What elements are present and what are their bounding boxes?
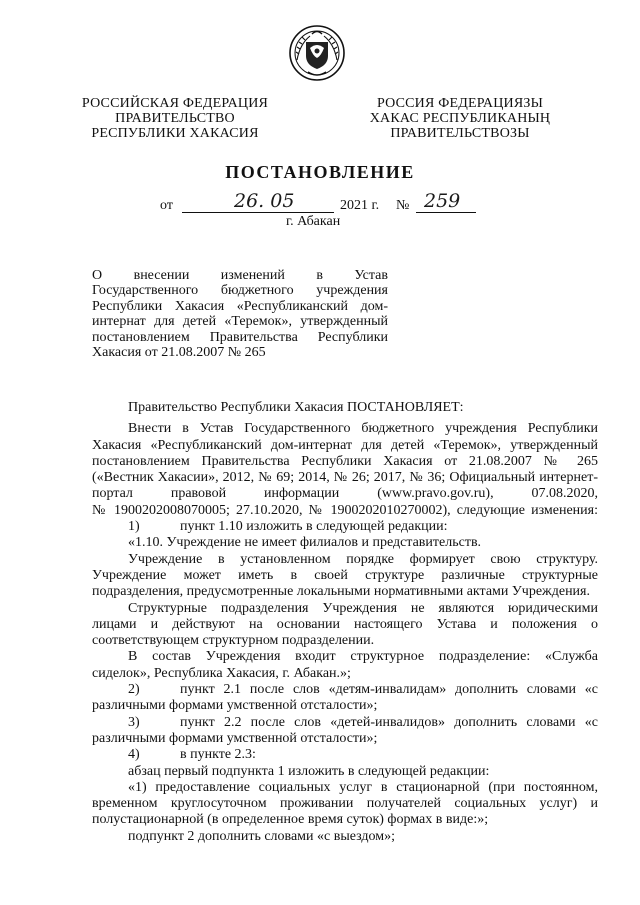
header-russian bbox=[78, 96, 272, 141]
paragraph-line: № 1900202008070005; 27.10.2020, № 1900202010270002), следующие изменения: bbox=[92, 502, 598, 518]
list-number: 1) bbox=[128, 519, 140, 535]
header-right-line: ХАКАС РЕСПУБЛИКАНЫҢ bbox=[369, 111, 551, 126]
list-item-3 bbox=[92, 715, 598, 731]
paragraph-line: Хакасия «Республиканский дом-интернат для детей «Теремок», утвержденный bbox=[92, 437, 598, 453]
document-body bbox=[92, 400, 598, 845]
coat-of-arms-emblem bbox=[288, 24, 346, 82]
paragraph-line: соответствующем структурном подразделении. bbox=[92, 633, 375, 649]
list-text: пункт 2.2 после слов «детей-инвалидов» дополнить словами «с bbox=[180, 714, 598, 730]
number-label: № bbox=[396, 198, 410, 213]
subject-line: Республики Хакасия «Республиканский дом- bbox=[92, 298, 388, 314]
subject-line: постановлением Правительства Республики bbox=[92, 329, 388, 345]
list-item-1 bbox=[92, 519, 598, 535]
list-text-continued: различными формами умственной отсталости»; bbox=[92, 730, 378, 746]
header-khakas bbox=[366, 96, 554, 141]
resolves-line: Правительство Республики Хакасия ПОСТАНОВЛЯЕТ: bbox=[128, 400, 464, 415]
header-left-line: РЕСПУБЛИКИ ХАКАСИЯ bbox=[91, 126, 259, 141]
subject-line: О внесении изменений в Устав bbox=[92, 268, 388, 283]
paragraph-line: Учреждение может иметь в своей структуре различные структурные bbox=[92, 567, 598, 583]
paragraph-line: В состав Учреждения входит структурное подразделение: «Служба bbox=[128, 649, 598, 665]
number-underline bbox=[416, 212, 476, 213]
paragraph-line: сиделок», Республика Хакасия, г. Абакан.»; bbox=[92, 665, 351, 681]
list-text: пункт 2.1 после слов «детям-инвалидам» дополнить словами «с bbox=[180, 682, 598, 698]
subject-line: Хакасия от 21.08.2007 № 265 bbox=[92, 345, 266, 361]
header-left-line: РОССИЙСКАЯ ФЕДЕРАЦИЯ bbox=[81, 96, 269, 111]
from-label: от bbox=[160, 198, 173, 213]
paragraph-line: «1) предоставление социальных услуг в стационарной (при постоянном, bbox=[128, 779, 598, 795]
header-right-line: РОССИЯ ФЕДЕРАЦИЯЗЫ bbox=[376, 96, 544, 111]
paragraph-line: Структурные подразделения Учреждения не являются юридическими bbox=[128, 600, 598, 616]
list-number: 2) bbox=[128, 682, 140, 698]
quote-line: «1.10. Учреждение не имеет филиалов и представительств. bbox=[128, 535, 482, 551]
handwritten-number: 259 bbox=[424, 190, 461, 212]
date-number-line bbox=[160, 190, 500, 216]
list-text: в пункте 2.3: bbox=[180, 747, 256, 763]
subject-line: Государственного бюджетного учреждения bbox=[92, 283, 388, 299]
document-title: ПОСТАНОВЛЕНИЕ bbox=[225, 162, 415, 182]
paragraph-line: Внести в Устав Государственного бюджетного учреждения Республики bbox=[128, 421, 598, 437]
list-number: 3) bbox=[128, 714, 140, 730]
list-item-2 bbox=[92, 682, 598, 698]
paragraph-line: («Вестник Хакасии», 2012, № 69; 2014, № 26; 2017, № 36; Официальный интернет- bbox=[92, 470, 598, 486]
subject-line: интернат для детей «Теремок», утвержденный bbox=[92, 314, 388, 330]
paragraph-line: подразделения, предусмотренные локальными нормативными актами Учреждения. bbox=[92, 584, 590, 600]
document-subject bbox=[92, 268, 388, 360]
list-item-4 bbox=[92, 747, 598, 763]
header-right-line: ПРАВИТЕЛЬСТВОЗЫ bbox=[390, 126, 530, 141]
paragraph-line: абзац первый подпункта 1 изложить в следующей редакции: bbox=[128, 763, 490, 779]
paragraph-line: подпункт 2 дополнить словами «с выездом»; bbox=[128, 828, 396, 844]
header-left-line: ПРАВИТЕЛЬСТВО bbox=[115, 111, 235, 126]
list-text-continued: различными формами умственной отсталости»; bbox=[92, 698, 378, 714]
date-underline bbox=[182, 212, 334, 213]
city-label: г. Абакан bbox=[286, 214, 341, 229]
paragraph-line: полустационарной (в определенное время суток) формах в виде:»; bbox=[92, 812, 489, 828]
paragraph-line: временном круглосуточном проживании получателей социальных услуг) и bbox=[92, 796, 598, 812]
handwritten-date: 26. 05 bbox=[234, 190, 295, 212]
list-text: пункт 1.10 изложить в следующей редакции: bbox=[180, 519, 448, 535]
paragraph-line: портал правовой информации (www.pravo.gov.ru), 07.08.2020, bbox=[92, 486, 598, 502]
paragraph-line: лицами и действуют на основании настоящего Устава и положения о bbox=[92, 616, 598, 632]
year-label: 2021 г. bbox=[340, 198, 380, 213]
paragraph-line: Учреждение в установленном порядке формирует свою структуру. bbox=[128, 551, 598, 567]
list-number: 4) bbox=[128, 747, 140, 763]
paragraph-line: постановлением Правительства Республики Хакасия от 21.08.2007 № 265 bbox=[92, 453, 598, 469]
